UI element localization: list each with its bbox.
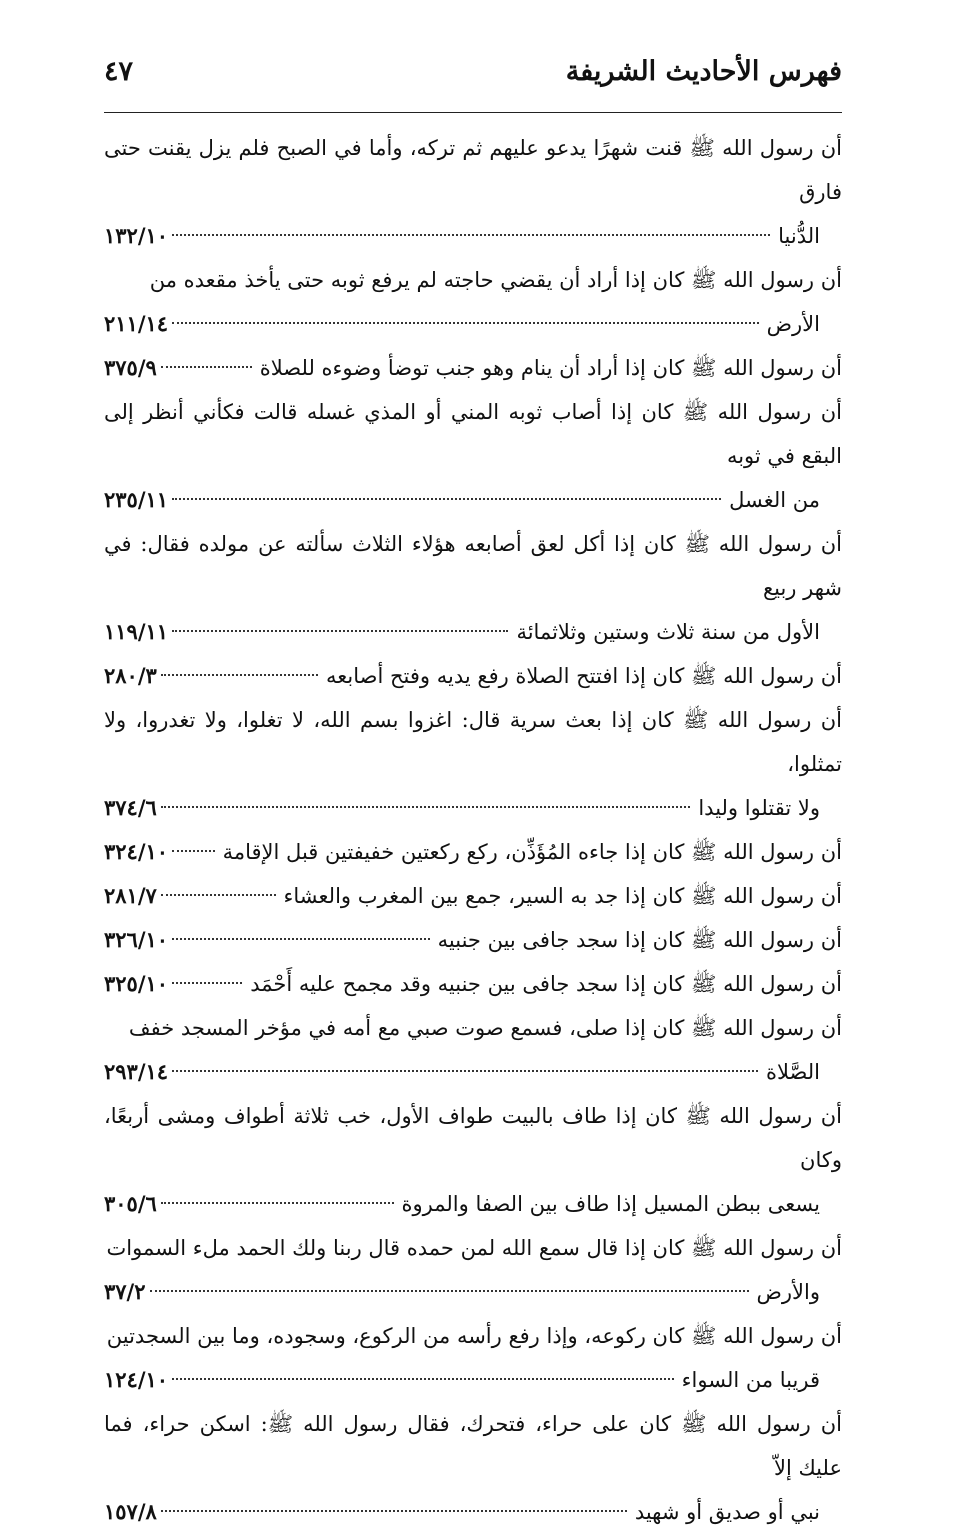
volume-page-reference: ٢٨١/٧ <box>104 883 157 908</box>
index-entry <box>104 1094 842 1226</box>
index-entry <box>104 962 842 1006</box>
dot-leader <box>172 498 721 500</box>
entry-last-text: ولا تقتلوا وليدا <box>698 796 820 820</box>
index-entry <box>104 1314 842 1402</box>
volume-page-reference: ١٥٧/٨ <box>104 1499 157 1524</box>
entry-text: أن رسول الله ﷺ كان إذا قال سمع الله لمن حمده قال ربنا ولك الحمد ملء السموات <box>106 1236 842 1260</box>
volume-page-reference: ١٣٢/١٠ <box>104 223 169 248</box>
entry-last-text: أن رسول الله ﷺ كان إذا أراد أن ينام وهو جنب توضأ وضوءه للصلاة <box>259 356 842 380</box>
entry-last-text: نبي أو صديق أو شهيد <box>634 1500 820 1524</box>
entry-last-text: من الغسل <box>729 488 820 512</box>
dot-leader <box>172 1070 758 1072</box>
entry-text: أن رسول الله ﷺ كان على حراء، فتحرك، فقال رسول الله ﷺ: اسكن حراء، فما عليك إلاّ <box>104 1412 842 1480</box>
entry-text: أن رسول الله ﷺ كان إذا أكل لعق أصابعه هؤلاء الثلاث سألته عن مولده فقال: في شهر ربيع <box>104 532 842 600</box>
entry-last-line <box>104 214 842 258</box>
dot-leader <box>161 1510 627 1512</box>
volume-page-reference: ١١٩/١١ <box>104 619 169 644</box>
entry-last-line <box>104 478 842 522</box>
volume-page-reference: ٣٢٦/١٠ <box>104 927 169 952</box>
entry-last-line <box>104 786 842 830</box>
entry-last-line <box>104 346 842 390</box>
index-entry <box>104 830 842 874</box>
volume-page-reference: ٣٢٥/١٠ <box>104 971 169 996</box>
dot-leader <box>172 982 242 984</box>
hadith-index-list <box>104 126 842 1534</box>
entry-last-text: الأول من سنة ثلاث وستين وثلاثمائة <box>516 620 820 644</box>
index-entry <box>104 522 842 654</box>
index-entry <box>104 874 842 918</box>
dot-leader <box>172 938 430 940</box>
index-entry <box>104 1006 842 1094</box>
entry-last-text: أن رسول الله ﷺ كان إذا سجد جافى بين جنبيه <box>437 928 842 952</box>
index-entry <box>104 654 842 698</box>
entry-last-text: والأرض <box>756 1280 820 1304</box>
dot-leader <box>161 366 252 368</box>
volume-page-reference: ٣٧٤/٦ <box>104 795 157 820</box>
page-header <box>104 52 842 106</box>
index-entry <box>104 390 842 522</box>
header-divider <box>104 112 842 113</box>
dot-leader <box>161 1202 394 1204</box>
entry-last-line <box>104 918 842 962</box>
entry-last-text: أن رسول الله ﷺ كان إذا افتتح الصلاة رفع يديه وفتح أصابعه <box>326 664 842 688</box>
entry-last-text: قريبا من السواء <box>681 1368 820 1392</box>
volume-page-reference: ٢١١/١٤ <box>104 311 169 336</box>
dot-leader <box>161 674 318 676</box>
volume-page-reference: ٣٧٥/٩ <box>104 355 157 380</box>
dot-leader <box>172 850 215 852</box>
entry-text: أن رسول الله ﷺ كان ركوعه، وإذا رفع رأسه من الركوع، وسجوده، وما بين السجدتين <box>106 1324 842 1348</box>
volume-page-reference: ٣٢٤/١٠ <box>104 839 169 864</box>
entry-last-line <box>104 1358 842 1402</box>
dot-leader <box>172 630 508 632</box>
entry-last-line <box>104 1490 842 1534</box>
entry-last-line <box>104 1270 842 1314</box>
dot-leader <box>172 322 759 324</box>
entry-last-text: أن رسول الله ﷺ كان إذا جد به السير، جمع بين المغرب والعشاء <box>283 884 842 908</box>
page-title: فهرس الأحاديث الشريفة <box>565 56 842 87</box>
dot-leader <box>150 1290 749 1292</box>
entry-text: أن رسول الله ﷺ كان إذا طاف بالبيت طواف الأول، خب ثلاثة أطواف ومشى أربعًا، وكان <box>104 1104 842 1172</box>
entry-text: أن رسول الله ﷺ كان إذا أراد أن يقضي حاجته لم يرفع ثوبه حتى يأخذ مقعده من <box>149 268 842 292</box>
entry-last-text: الصَّلاة <box>766 1060 820 1084</box>
entry-last-line <box>104 830 842 874</box>
entry-last-text: يسعى ببطن المسيل إذا طاف بين الصفا والمروة <box>401 1192 820 1216</box>
entry-last-text: أن رسول الله ﷺ كان إذا سجد جافى بين جنبيه وقد مجمح عليه أَحْمَد <box>250 972 842 996</box>
dot-leader <box>161 806 691 808</box>
volume-page-reference: ٢٨٠/٣ <box>104 663 157 688</box>
entry-text: أن رسول الله ﷺ كان إذا بعث سرية قال: اغزوا بسم الله، لا تغلوا، ولا تغدروا، ولا تمثلوا، <box>104 708 842 776</box>
entry-text: أن رسول الله ﷺ قنت شهرًا يدعو عليهم ثم تركه، وأما في الصبح فلم يزل يقنت حتى فارق <box>104 136 842 204</box>
dot-leader <box>172 234 770 236</box>
volume-page-reference: ٣٧/٢ <box>104 1279 146 1304</box>
entry-last-text: أن رسول الله ﷺ كان إذا جاءه المُؤَذِّن، ركع ركعتين خفيفتين قبل الإقامة <box>222 840 842 864</box>
index-entry <box>104 346 842 390</box>
index-entry <box>104 698 842 830</box>
dot-leader <box>161 894 276 896</box>
dot-leader <box>172 1378 674 1380</box>
volume-page-reference: ٢٩٣/١٤ <box>104 1059 169 1084</box>
index-entry <box>104 258 842 346</box>
entry-last-line <box>104 302 842 346</box>
index-entry <box>104 918 842 962</box>
entry-last-line <box>104 1050 842 1094</box>
entry-last-text: الأرض <box>766 312 820 336</box>
entry-last-line <box>104 874 842 918</box>
entry-text: أن رسول الله ﷺ كان إذا أصاب ثوبه المني أو المذي غسله قالت فكأني أنظر إلى البقع في ثوبه <box>104 400 842 468</box>
entry-last-line <box>104 610 842 654</box>
index-entry <box>104 126 842 258</box>
index-entry <box>104 1226 842 1314</box>
entry-last-text: الدُّنيا <box>778 224 820 248</box>
entry-last-line <box>104 962 842 1006</box>
index-entry <box>104 1402 842 1534</box>
entry-text: أن رسول الله ﷺ كان إذا صلى، فسمع صوت صبي مع أمه في مؤخر المسجد خفف <box>128 1016 842 1040</box>
volume-page-reference: ١٢٤/١٠ <box>104 1367 169 1392</box>
page-number: ٤٧ <box>104 56 134 87</box>
entry-last-line <box>104 1182 842 1226</box>
volume-page-reference: ٢٣٥/١١ <box>104 487 169 512</box>
volume-page-reference: ٣٠٥/٦ <box>104 1191 157 1216</box>
entry-last-line <box>104 654 842 698</box>
